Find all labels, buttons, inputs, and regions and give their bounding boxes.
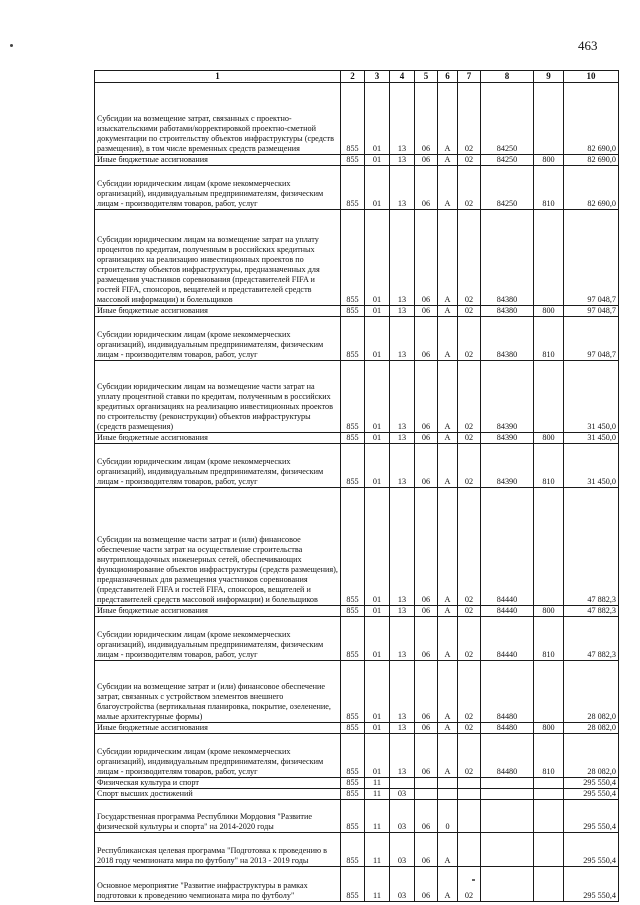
row-name-cell: Государственная программа Республики Мордовия "Развитие физической культуры и спорта" на 2014-2020 годы xyxy=(95,800,341,833)
code-cell: 855 xyxy=(341,734,365,778)
code-cell: 84250 xyxy=(481,155,534,166)
code-cell: 06 xyxy=(415,444,438,488)
code-cell: 84390 xyxy=(481,444,534,488)
code-cell: 01 xyxy=(365,361,390,433)
code-cell: 13 xyxy=(390,723,415,734)
row-name-cell: Субсидии юридическим лицам (кроме некоммерческих организаций), индивидуальным предпринимателям, физическим лицам - производителям товаров, работ, услуг xyxy=(95,734,341,778)
code-cell: 855 xyxy=(341,661,365,723)
amount-cell: 295 550,4 xyxy=(564,789,619,800)
amount-cell: 31 450,0 xyxy=(564,433,619,444)
row-name-cell: Субсидии юридическим лицам (кроме некоммерческих организаций), индивидуальным предпринимателям, физическим лицам - производителям товаров, работ, услуг xyxy=(95,617,341,661)
code-cell: 810 xyxy=(534,617,564,661)
column-header: 3 xyxy=(365,71,390,83)
code-cell: А xyxy=(438,166,458,210)
code-cell: 02 xyxy=(458,444,481,488)
code-cell: 02 xyxy=(458,317,481,361)
table-row xyxy=(95,433,619,444)
code-cell: 02 xyxy=(458,734,481,778)
code-cell: 06 xyxy=(415,723,438,734)
code-cell: 855 xyxy=(341,789,365,800)
code-cell: 11 xyxy=(365,833,390,867)
code-cell xyxy=(458,833,481,867)
row-name-cell: Субсидии на возмещение затрат и (или) финансовое обеспечение затрат, связанных с устройством элементов внешнего благоустройства (вертикальная планировка, покрытие, озеленение, малые архитектурные формы) xyxy=(95,661,341,723)
code-cell: 06 xyxy=(415,661,438,723)
amount-cell: 295 550,4 xyxy=(564,833,619,867)
code-cell xyxy=(481,833,534,867)
amount-cell: 31 450,0 xyxy=(564,361,619,433)
column-header: 4 xyxy=(390,71,415,83)
code-cell: 02 xyxy=(458,617,481,661)
code-cell: А xyxy=(438,155,458,166)
code-cell: 01 xyxy=(365,433,390,444)
amount-cell: 82 690,0 xyxy=(564,83,619,155)
code-cell: 03 xyxy=(390,833,415,867)
code-cell: 855 xyxy=(341,155,365,166)
code-cell: 06 xyxy=(415,83,438,155)
code-cell xyxy=(481,800,534,833)
row-name-cell: Иные бюджетные ассигнования xyxy=(95,723,341,734)
table-row xyxy=(95,789,619,800)
code-cell: А xyxy=(438,317,458,361)
row-name-cell: Республиканская целевая программа "Подготовка к проведению в 2018 году чемпионата мира по футболу" на 2013 - 2019 годы xyxy=(95,833,341,867)
code-cell: 855 xyxy=(341,306,365,317)
code-cell: А xyxy=(438,210,458,306)
code-cell: 855 xyxy=(341,723,365,734)
code-cell: 810 xyxy=(534,444,564,488)
code-cell: 13 xyxy=(390,317,415,361)
column-header: 10 xyxy=(564,71,619,83)
table-row xyxy=(95,210,619,306)
row-name-cell: Спорт высших достижений xyxy=(95,789,341,800)
code-cell: 855 xyxy=(341,444,365,488)
code-cell: 84390 xyxy=(481,361,534,433)
column-header: 5 xyxy=(415,71,438,83)
code-cell xyxy=(534,361,564,433)
row-name-cell: Физическая культура и спорт xyxy=(95,778,341,789)
amount-cell: 295 550,4 xyxy=(564,867,619,902)
table-row xyxy=(95,734,619,778)
code-cell: 06 xyxy=(415,317,438,361)
code-cell: 02 xyxy=(458,867,481,902)
code-cell: А xyxy=(438,306,458,317)
code-cell xyxy=(458,789,481,800)
table-row xyxy=(95,155,619,166)
code-cell: 855 xyxy=(341,210,365,306)
code-cell: 84250 xyxy=(481,166,534,210)
code-cell: 06 xyxy=(415,734,438,778)
code-cell: 800 xyxy=(534,723,564,734)
code-cell: 13 xyxy=(390,155,415,166)
amount-cell: 295 550,4 xyxy=(564,778,619,789)
code-cell xyxy=(534,661,564,723)
row-name-cell: Иные бюджетные ассигнования xyxy=(95,606,341,617)
code-cell: 11 xyxy=(365,778,390,789)
code-cell: 01 xyxy=(365,444,390,488)
code-cell xyxy=(390,778,415,789)
amount-cell: 82 690,0 xyxy=(564,155,619,166)
code-cell xyxy=(415,789,438,800)
column-header: 2 xyxy=(341,71,365,83)
code-cell: 810 xyxy=(534,317,564,361)
code-cell: 06 xyxy=(415,606,438,617)
code-cell: 13 xyxy=(390,488,415,606)
code-cell: 11 xyxy=(365,867,390,902)
code-cell: 06 xyxy=(415,210,438,306)
code-cell: 84440 xyxy=(481,488,534,606)
code-cell: 06 xyxy=(415,433,438,444)
code-cell xyxy=(458,800,481,833)
table-row xyxy=(95,867,619,902)
code-cell: 01 xyxy=(365,83,390,155)
code-cell: 01 xyxy=(365,306,390,317)
amount-cell: 82 690,0 xyxy=(564,166,619,210)
amount-cell: 97 048,7 xyxy=(564,306,619,317)
amount-cell: 47 882,3 xyxy=(564,617,619,661)
code-cell: 84390 xyxy=(481,433,534,444)
table-row xyxy=(95,800,619,833)
code-cell: 13 xyxy=(390,306,415,317)
code-cell: 84480 xyxy=(481,734,534,778)
table-row xyxy=(95,661,619,723)
code-cell: 810 xyxy=(534,734,564,778)
code-cell xyxy=(534,867,564,902)
table-row xyxy=(95,317,619,361)
code-cell: 800 xyxy=(534,433,564,444)
row-name-cell: Субсидии юридическим лицам на возмещение части затрат на уплату процентной ставки по кредитам, полученным в российских кредитных организациях на реализацию инвестиционных проектов по строительству (реконструкции) объектов инфраструктуры (средств размещения) xyxy=(95,361,341,433)
amount-cell: 295 550,4 xyxy=(564,800,619,833)
code-cell: 810 xyxy=(534,166,564,210)
code-cell: 800 xyxy=(534,606,564,617)
row-name-cell: Субсидии юридическим лицам (кроме некоммерческих организаций), индивидуальным предпринимателям, физическим лицам - производителям товаров, работ, услуг xyxy=(95,166,341,210)
code-cell: 84250 xyxy=(481,83,534,155)
code-cell: 11 xyxy=(365,800,390,833)
row-name-cell: Иные бюджетные ассигнования xyxy=(95,433,341,444)
code-cell: 01 xyxy=(365,723,390,734)
code-cell: 02 xyxy=(458,606,481,617)
code-cell: А xyxy=(438,83,458,155)
code-cell xyxy=(534,778,564,789)
code-cell: 13 xyxy=(390,83,415,155)
code-cell: 01 xyxy=(365,606,390,617)
row-name-cell: Субсидии юридическим лицам (кроме некоммерческих организаций), индивидуальным предпринимателям, физическим лицам - производителям товаров, работ, услуг xyxy=(95,317,341,361)
code-cell: 84440 xyxy=(481,606,534,617)
code-cell: А xyxy=(438,661,458,723)
amount-cell: 28 082,0 xyxy=(564,723,619,734)
code-cell: 01 xyxy=(365,210,390,306)
code-cell: 03 xyxy=(390,867,415,902)
code-cell: 800 xyxy=(534,306,564,317)
code-cell xyxy=(481,867,534,902)
code-cell xyxy=(481,778,534,789)
table-row xyxy=(95,166,619,210)
code-cell: 02 xyxy=(458,166,481,210)
code-cell: 06 xyxy=(415,166,438,210)
code-cell: 06 xyxy=(415,867,438,902)
code-cell xyxy=(438,778,458,789)
amount-cell: 97 048,7 xyxy=(564,210,619,306)
code-cell: А xyxy=(438,606,458,617)
table-row xyxy=(95,606,619,617)
amount-cell: 47 882,3 xyxy=(564,606,619,617)
amount-cell: 28 082,0 xyxy=(564,734,619,778)
code-cell xyxy=(534,833,564,867)
code-cell: 06 xyxy=(415,833,438,867)
code-cell xyxy=(415,778,438,789)
table-row xyxy=(95,617,619,661)
column-header: 6 xyxy=(438,71,458,83)
code-cell: 855 xyxy=(341,361,365,433)
code-cell: 855 xyxy=(341,606,365,617)
code-cell: 01 xyxy=(365,166,390,210)
code-cell: А xyxy=(438,867,458,902)
table-row xyxy=(95,83,619,155)
column-header: 7 xyxy=(458,71,481,83)
code-cell: А xyxy=(438,488,458,606)
code-cell: А xyxy=(438,723,458,734)
table-row xyxy=(95,723,619,734)
code-cell xyxy=(534,83,564,155)
budget-table xyxy=(94,70,619,902)
row-name-cell: Иные бюджетные ассигнования xyxy=(95,155,341,166)
code-cell: 855 xyxy=(341,778,365,789)
table-row xyxy=(95,833,619,867)
code-cell: 855 xyxy=(341,83,365,155)
code-cell: 06 xyxy=(415,617,438,661)
code-cell: 03 xyxy=(390,800,415,833)
code-cell: 01 xyxy=(365,155,390,166)
table-body xyxy=(95,83,619,902)
code-cell: 855 xyxy=(341,617,365,661)
code-cell: 02 xyxy=(458,155,481,166)
code-cell: 02 xyxy=(458,210,481,306)
column-header: 8 xyxy=(481,71,534,83)
code-cell: 855 xyxy=(341,317,365,361)
code-cell: 11 xyxy=(365,789,390,800)
code-cell: А xyxy=(438,734,458,778)
code-cell: А xyxy=(438,433,458,444)
code-cell: 84480 xyxy=(481,661,534,723)
code-cell: 01 xyxy=(365,661,390,723)
code-cell: 01 xyxy=(365,488,390,606)
code-cell: 03 xyxy=(390,789,415,800)
code-cell: 02 xyxy=(458,433,481,444)
code-cell: 13 xyxy=(390,361,415,433)
column-header: 9 xyxy=(534,71,564,83)
code-cell: 855 xyxy=(341,867,365,902)
code-cell xyxy=(458,778,481,789)
code-cell: 02 xyxy=(458,661,481,723)
code-cell: 06 xyxy=(415,488,438,606)
code-cell: 02 xyxy=(458,306,481,317)
code-cell xyxy=(481,789,534,800)
row-name-cell: Иные бюджетные ассигнования xyxy=(95,306,341,317)
code-cell: 13 xyxy=(390,661,415,723)
scan-dot xyxy=(10,44,13,47)
code-cell: 13 xyxy=(390,433,415,444)
code-cell: 13 xyxy=(390,444,415,488)
code-cell xyxy=(534,488,564,606)
amount-cell: 97 048,7 xyxy=(564,317,619,361)
code-cell: 01 xyxy=(365,617,390,661)
code-cell: 02 xyxy=(458,361,481,433)
column-header: 1 xyxy=(95,71,341,83)
table-row xyxy=(95,488,619,606)
code-cell: 06 xyxy=(415,306,438,317)
code-cell: 855 xyxy=(341,488,365,606)
code-cell: 13 xyxy=(390,166,415,210)
code-cell: 855 xyxy=(341,800,365,833)
table-row xyxy=(95,361,619,433)
table-row xyxy=(95,306,619,317)
code-cell: А xyxy=(438,833,458,867)
code-cell: 02 xyxy=(458,488,481,606)
code-cell: 06 xyxy=(415,361,438,433)
code-cell: 0 xyxy=(438,800,458,833)
code-cell: 13 xyxy=(390,734,415,778)
code-cell: 13 xyxy=(390,606,415,617)
code-cell: 855 xyxy=(341,833,365,867)
code-cell: 06 xyxy=(415,800,438,833)
amount-cell: 28 082,0 xyxy=(564,661,619,723)
code-cell: 84380 xyxy=(481,317,534,361)
code-cell: 13 xyxy=(390,210,415,306)
scan-mark xyxy=(472,879,475,881)
row-name-cell: Субсидии юридическим лицам на возмещение затрат на уплату процентов по кредитам, полученным в российских кредитных организациях на реализацию инвестиционных проектов по строительству объектов инфраструктуры, предназначенных для размещения участников соревнования (представителей FIFA и гостей FIFA, спонсоров, вещателей и представителей средств массовой информации) и болельщиков xyxy=(95,210,341,306)
code-cell xyxy=(534,210,564,306)
row-name-cell: Основное мероприятие "Развитие инфраструктуры в рамках подготовки к проведению чемпионата мира по футболу" xyxy=(95,867,341,902)
row-name-cell: Субсидии юридическим лицам (кроме некоммерческих организаций), индивидуальным предпринимателям, физическим лицам - производителям товаров, работ, услуг xyxy=(95,444,341,488)
row-name-cell: Субсидии на возмещение части затрат и (или) финансовое обеспечение части затрат на осуществление строительства внутриплощадочных инженерных сетей, обеспечивающих функционирование объектов инфраструктуры (средств размещения), предназначенных для размещения участников соревнования (представителей FIFA и гостей FIFA, спонсоров, вещателей и представителей средств массовой информации) и болельщиков xyxy=(95,488,341,606)
amount-cell: 31 450,0 xyxy=(564,444,619,488)
code-cell: А xyxy=(438,361,458,433)
row-name-cell: Субсидии на возмещение затрат, связанных с проектно-изыскательскими работами/корректировкой проектно-сметной документации по строительству объектов инфраструктуры (средств размещения), в том числе временных средств размещения xyxy=(95,83,341,155)
code-cell xyxy=(438,789,458,800)
code-cell: А xyxy=(438,444,458,488)
table-header-row xyxy=(95,71,619,83)
code-cell xyxy=(534,789,564,800)
code-cell: А xyxy=(438,617,458,661)
code-cell xyxy=(534,800,564,833)
table-row xyxy=(95,444,619,488)
table-row xyxy=(95,778,619,789)
code-cell: 84380 xyxy=(481,210,534,306)
code-cell: 02 xyxy=(458,83,481,155)
amount-cell: 47 882,3 xyxy=(564,488,619,606)
code-cell: 01 xyxy=(365,734,390,778)
code-cell: 855 xyxy=(341,166,365,210)
code-cell: 800 xyxy=(534,155,564,166)
code-cell: 01 xyxy=(365,317,390,361)
code-cell: 84440 xyxy=(481,617,534,661)
code-cell: 84480 xyxy=(481,723,534,734)
code-cell: 13 xyxy=(390,617,415,661)
code-cell: 06 xyxy=(415,155,438,166)
code-cell: 02 xyxy=(458,723,481,734)
code-cell: 84380 xyxy=(481,306,534,317)
page-number: 463 xyxy=(578,38,598,53)
code-cell: 855 xyxy=(341,433,365,444)
